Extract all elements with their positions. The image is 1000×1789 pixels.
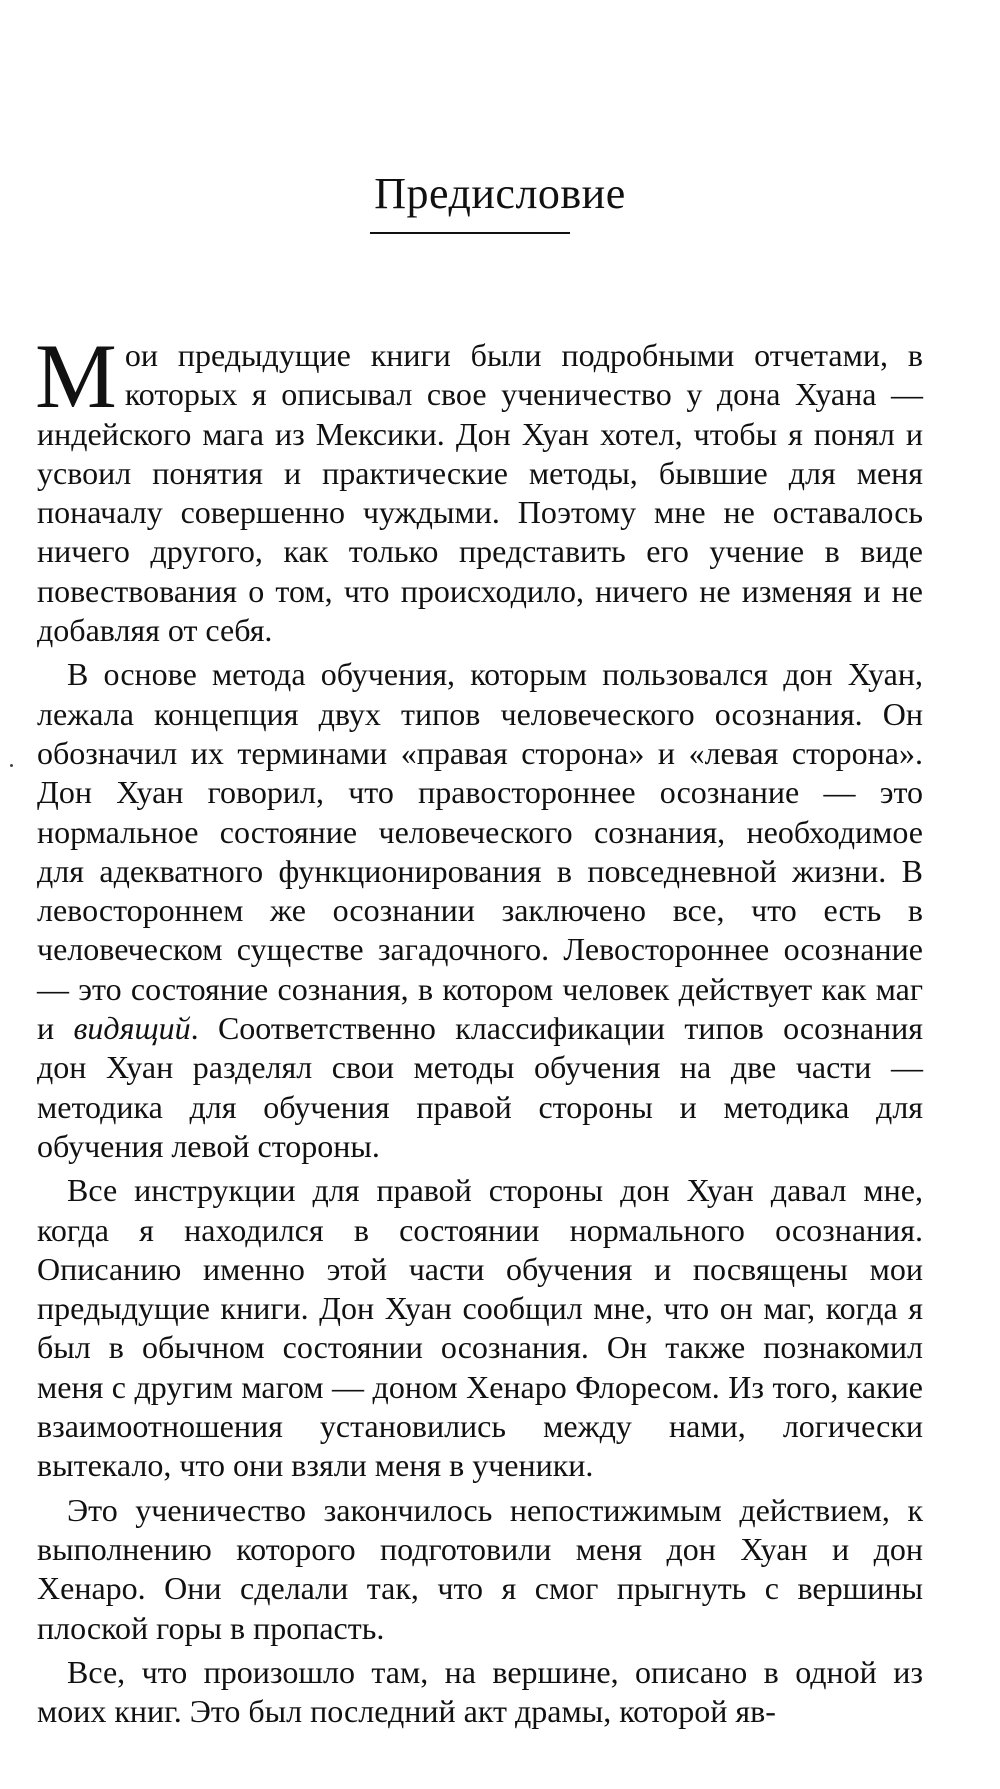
title-underline bbox=[370, 232, 570, 234]
paragraph-4: Это ученичество закончилось непостижимым действием, к выполнению которого подготовили меня дон Хуан и дон Хенаро. Они сделали так, что я смог прыгнуть с вершины плоской горы в пропасть. bbox=[37, 1491, 923, 1646]
paragraph-1 bbox=[35, 325, 923, 650]
paragraph-1-text: ои предыдущие книги были подробными отчетами, в которых я описывал свое ученичество у дона Хуана — индейского мага из Мексики. Дон Хуан хотел, чтобы я понял и усвоил понятия и практические методы, бывшие для меня поначалу совершенно чуждыми. Поэтому мне не оставалось ничего другого, как только представить его учение в виде повествования о том, что происходило, ничего не изменяя и не добавляя от себя. bbox=[37, 337, 923, 649]
paragraph-3: Все инструкции для правой стороны дон Хуан давал мне, когда я находился в состоянии нормального осознания. Описанию именно этой части обучения и посвящены мои предыдущие книги. Дон Хуан сообщил мне, что он маг, когда я был в обычном состоянии осознания. Он также познакомил меня с другим магом — доном Хенаро Флоресом. Из того, какие взаимоотношения установились между нами, логически вытекало, что они взяли меня в ученики. bbox=[37, 1172, 923, 1484]
paragraph-2 bbox=[37, 655, 923, 1166]
paragraph-2-text-end: . Соответственно классификации типов осознания дон Хуан разделял свои методы обучения на две части — методика для обучения правой стороны и методика для обучения левой стороны. bbox=[37, 1010, 924, 1164]
paragraph-2-text-start: В основе метода обучения, которым пользовался дон Хуан, лежала концепция двух типов человеческого осознания. Он обозначил их терминами «правая сторона» и «левая сторона». Дон Хуан говорил, что правостороннее осознание — это нормальное состояние человеческого сознания, необходимое для адекватного функционирования в повседневной жизни. В левостороннем же осознании заключено все, что есть в человеческом существе загадочного. Левостороннее осознание — это состояние сознания, в котором человек действует как маг и bbox=[37, 656, 923, 1047]
drop-cap: М bbox=[35, 325, 117, 427]
body-text bbox=[35, 325, 924, 1736]
margin-speck bbox=[10, 764, 13, 767]
italic-term: видящий bbox=[73, 1010, 191, 1047]
paragraph-5: Все, что произошло там, на вершине, описано в одной из моих книг. Это был последний акт драмы, которой яв- bbox=[37, 1653, 923, 1730]
chapter-heading bbox=[0, 168, 1000, 219]
chapter-title: Предисловие bbox=[374, 169, 626, 218]
